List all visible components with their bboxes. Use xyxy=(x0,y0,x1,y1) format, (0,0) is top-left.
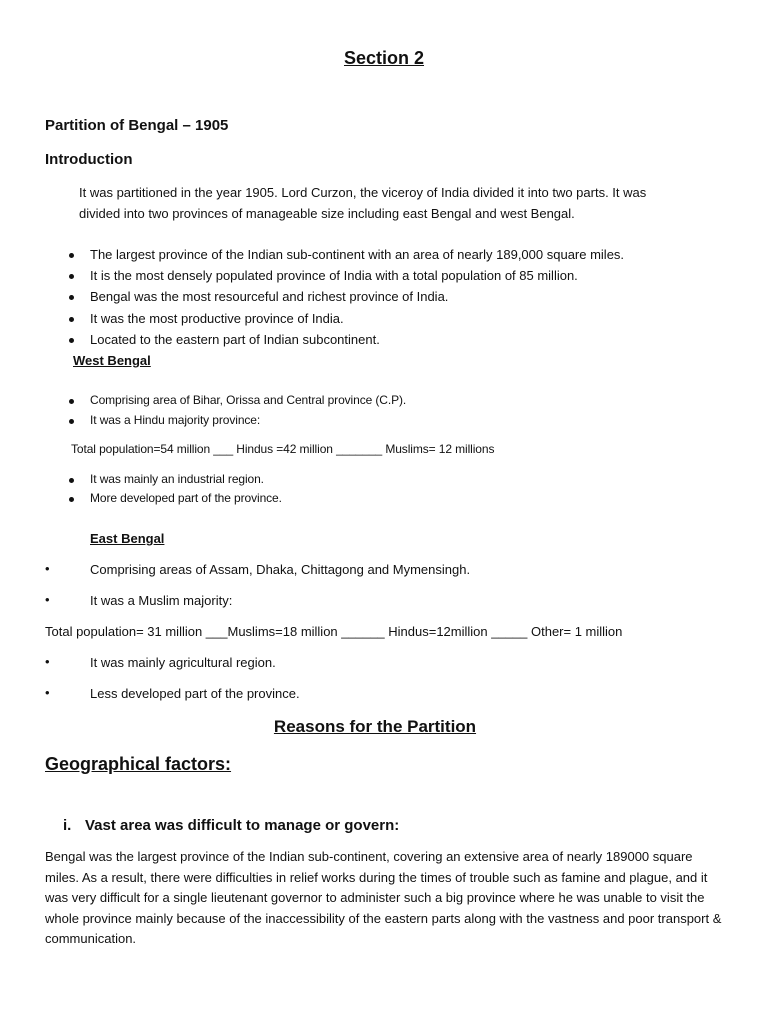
bullet-dot xyxy=(69,274,74,279)
list-item: The largest province of the Indian sub-continent with an area of nearly 189,000 square miles. xyxy=(90,247,625,262)
list-item: It was mainly agricultural region. xyxy=(90,655,276,670)
east-bengal-population: Total population= 31 million ___Muslims=18 million ______ Hindus=12million _____ Other= 1 million xyxy=(45,624,623,639)
east-bengal-heading: East Bengal xyxy=(90,531,165,546)
bullet-dot xyxy=(69,295,74,300)
west-bengal-population: Total population=54 million ___ Hindus =42 million _______ Muslims= 12 millions xyxy=(71,442,495,456)
list-item: It was the most productive province of India. xyxy=(90,311,344,326)
partition-heading: Partition of Bengal – 1905 xyxy=(45,117,229,134)
bullet-dot xyxy=(69,419,74,424)
introduction-heading: Introduction xyxy=(45,151,133,168)
sub-heading-text: Vast area was difficult to manage or govern: xyxy=(85,817,400,834)
bullet-dot xyxy=(69,497,74,502)
bullet-marker: • xyxy=(45,654,50,669)
list-item: It was mainly an industrial region. xyxy=(90,472,264,486)
bullet-marker: • xyxy=(45,685,50,700)
bullet-dot xyxy=(69,317,74,322)
list-item: Bengal was the most resourceful and richest province of India. xyxy=(90,289,449,304)
list-item: Comprising areas of Assam, Dhaka, Chittagong and Mymensingh. xyxy=(90,562,471,577)
sub-heading-numeral: i. xyxy=(63,817,72,834)
reasons-heading: Reasons for the Partition xyxy=(273,717,477,736)
bullet-dot xyxy=(69,338,74,343)
list-item: Comprising area of Bihar, Orissa and Central province (C.P). xyxy=(90,393,407,407)
bullet-marker: • xyxy=(45,561,50,576)
bullet-dot xyxy=(69,399,74,404)
bullet-dot xyxy=(69,478,74,483)
intro-line-2: divided into two provinces of manageable size including east Bengal and west Bengal. xyxy=(79,206,575,221)
list-item: It was a Muslim majority: xyxy=(90,593,233,608)
list-item: Located to the eastern part of Indian subcontinent. xyxy=(90,332,380,347)
bullet-dot xyxy=(69,253,74,258)
west-bengal-heading: West Bengal xyxy=(73,353,151,368)
section-title: Section 2 xyxy=(343,48,425,68)
body-paragraph: Bengal was the largest province of the Indian sub-continent, covering an extensive area of nearly 189000 square miles. As a result, there were difficulties in relief works during the times of trouble such as famine and plague, and it was very difficult for a single lieutenant governor to administer such a big province where he was unable to visit the whole province mainly because of the inaccessibility of the eastern parts along with the vastness and poor transport & communication. xyxy=(45,849,722,946)
geographical-factors-heading: Geographical factors: xyxy=(45,754,232,774)
list-item: More developed part of the province. xyxy=(90,491,282,505)
list-item: It is the most densely populated province of India with a total population of 85 million. xyxy=(90,268,578,283)
bullet-marker: • xyxy=(45,592,50,607)
intro-line-1: It was partitioned in the year 1905. Lord Curzon, the viceroy of India divided it into two parts. It was xyxy=(79,185,647,200)
list-item: It was a Hindu majority province: xyxy=(90,413,261,427)
list-item: Less developed part of the province. xyxy=(90,686,300,701)
